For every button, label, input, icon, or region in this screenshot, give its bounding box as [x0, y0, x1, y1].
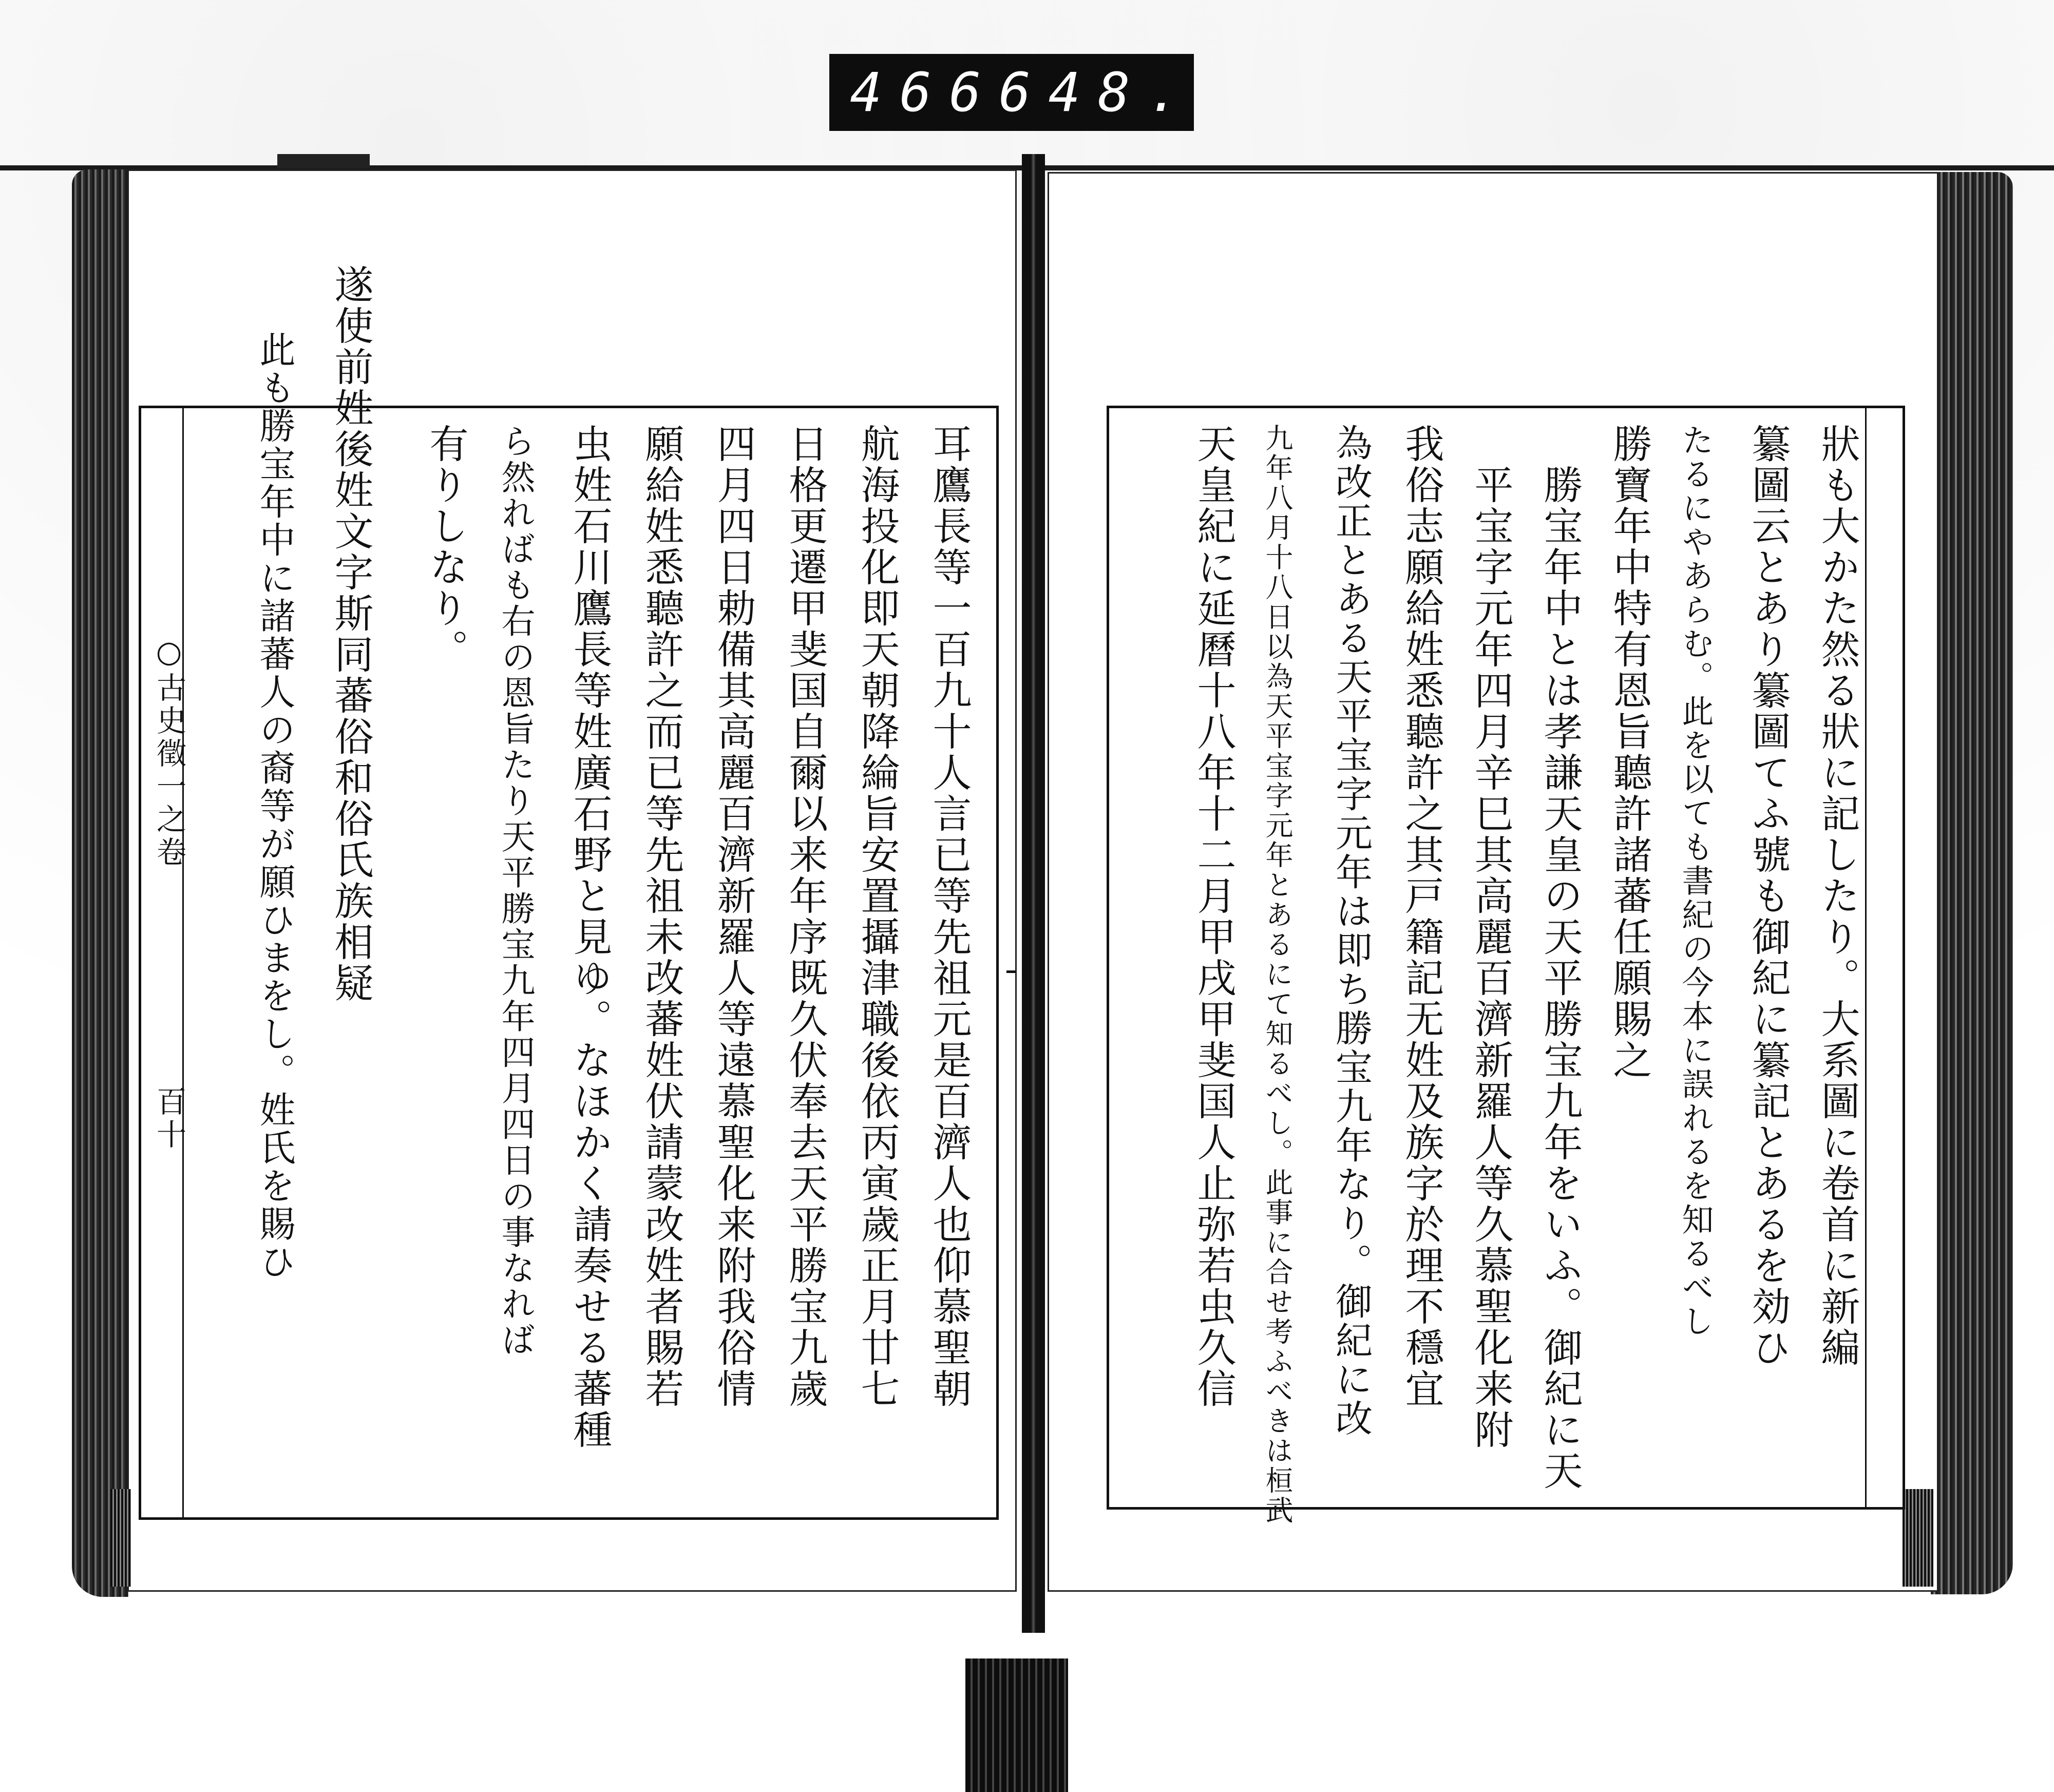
- spine-foot: [965, 1658, 1068, 1792]
- margin-title: ○古史徵一之卷: [151, 634, 186, 869]
- text-column: 四月四日勅備其高麗百濟新羅人等遠慕聖化来附我俗情: [711, 424, 756, 1409]
- label-left-number: 466: [850, 61, 999, 124]
- left-binding-band: [110, 1489, 131, 1587]
- reel-label-plate: [829, 54, 1197, 131]
- right-text-frame: [1107, 406, 1905, 1526]
- text-column: 纂圖云とあり纂圖てふ號も御紀に纂記とあるを効ひ: [1745, 424, 1791, 1368]
- text-column: 勝寶年中特有恩旨聽許諸蕃任願賜之: [1607, 424, 1652, 1081]
- text-column: 願給姓悉聽許之而已等先祖未改蕃姓伏請蒙改姓者賜若: [639, 424, 684, 1409]
- left-text-frame: [139, 264, 999, 1520]
- folio-number: 百十: [151, 1086, 186, 1152]
- tape-mark: [277, 154, 370, 168]
- label-right-number: 648.: [998, 61, 1197, 124]
- text-column: 遂使前姓後姓文字斯同蕃俗和俗氏族相疑: [328, 264, 374, 1004]
- book-spine: [1022, 154, 1045, 1633]
- text-column: たるにやあらむ。此を以ても書紀の今本に誤れるを知るべし: [1677, 424, 1714, 1339]
- right-margin-rule: [1865, 408, 1867, 1507]
- text-column: 我俗志願給姓悉聽許之其戸籍記无姓及族字於理不穩宜: [1399, 424, 1444, 1409]
- text-column: 日格更遷甲斐国自爾以来年序既久伏奉去天平勝宝九歲: [783, 424, 828, 1409]
- text-column: 為改正とある天平宝字元年は即ち勝宝九年なり。御紀に改: [1329, 424, 1373, 1438]
- text-column: 平宝字元年四月辛巳其高麗百濟新羅人等久慕聖化来附: [1468, 465, 1514, 1451]
- text-column: 有りしなり。: [423, 424, 469, 670]
- text-column: 勝宝年中とは孝謙天皇の天平勝宝九年をいふ。御紀に天: [1537, 465, 1583, 1492]
- left-margin-rule: [182, 408, 184, 1517]
- text-column: 航海投化即天朝降綸旨安置攝津職後依丙寅歲正月廿七: [854, 424, 900, 1409]
- right-binding-band: [1903, 1489, 1933, 1587]
- text-column: 天皇紀に延曆十八年十二月甲戌甲斐国人止弥若虫久信: [1191, 424, 1237, 1409]
- text-column: ら然ればも右の恩旨たり天平勝宝九年四月四日の事なれば: [496, 424, 535, 1358]
- scan-dash-mark: [1006, 970, 1016, 973]
- text-column: 耳鷹長等一百九十人言已等先祖元是百濟人也仰慕聖朝: [926, 424, 972, 1409]
- text-column: 虫姓石川鷹長等姓廣石野と見ゆ。なほかく請奏せる蕃種: [567, 424, 613, 1451]
- right-page-edges: [1931, 172, 2013, 1594]
- left-page-edges: [72, 169, 128, 1597]
- text-column: 此も勝宝年中に諸蕃人の裔等が願ひまをし。姓氏を賜ひ: [254, 331, 296, 1281]
- text-column: 狀も大かた然る狀に記したり。大系圖に卷首に新編: [1815, 424, 1860, 1368]
- text-column: 九年八月十八日以為天平宝字元年とあるにて知るべし。此事に合せ考ふべきは桓武: [1261, 424, 1294, 1526]
